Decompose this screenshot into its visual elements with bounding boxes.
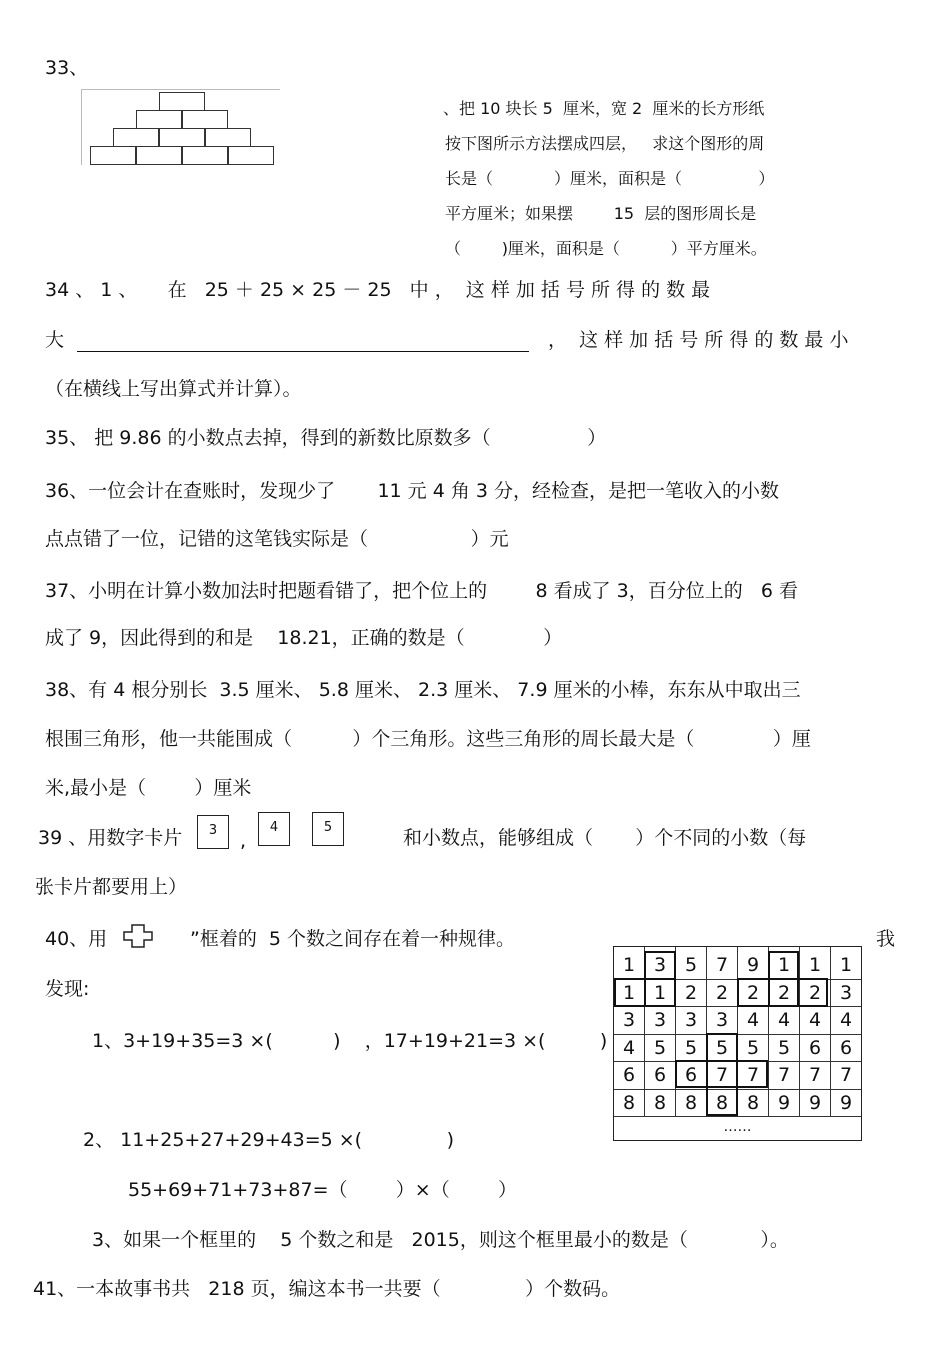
grid-cell: 8 (653, 1091, 667, 1114)
grid-cell: 2 (684, 981, 698, 1004)
grid-cell: 1 (653, 981, 667, 1004)
grid-cell: 8 (715, 1091, 729, 1114)
grid-cell: 4 (622, 1036, 636, 1059)
q34-line: ， 这 样 加 括 号 所 得 的 数 最 小 (548, 329, 849, 351)
grid-line (830, 947, 831, 1117)
cross-frame (614, 978, 676, 1007)
grid-cell: 3 (684, 1009, 698, 1031)
q37-line: 成了 9，因此得到的和是 18.21，正确的数是（ ） (45, 627, 563, 649)
grid-line (614, 1116, 861, 1117)
grid-cell: 9 (746, 954, 760, 976)
grid-cell: 5 (746, 1036, 760, 1059)
cross-frame-icon (120, 923, 156, 949)
grid-cell: 2 (746, 981, 760, 1004)
grid-cell: 4 (777, 1009, 791, 1031)
grid-cell: 2 (777, 981, 791, 1004)
q34-line: 34 、 1 、 在 25 ＋ 25 × 25 － 25 中 ， 这 样 加 括 号 所 得 的 数 最 (45, 279, 711, 301)
q37-line: 37、小明在计算小数加法时把题看错了，把个位上的 8 看成了 3，百分位上的 6 看 (45, 580, 798, 602)
grid-cell: 8 (746, 1091, 760, 1114)
grid-cell: 6 (653, 1064, 667, 1086)
grid-cell: 9 (839, 1091, 853, 1114)
grid-cell: 4 (808, 1009, 822, 1031)
grid-cell: 2 (808, 981, 822, 1004)
grid-cell: 3 (653, 1009, 667, 1031)
grid-cell: 9 (777, 1091, 791, 1114)
q33-line: 、把 10 块长 5 厘米，宽 2 厘米的长方形纸 (443, 99, 765, 118)
q34-line: （在横线上写出算式并计算）。 (45, 378, 302, 400)
q40-sub: 3、如果一个框里的 5 个数之和是 2015，则这个框里最小的数是（ ）。 (92, 1229, 789, 1251)
q34-line: 大 (45, 329, 65, 351)
q36-line: 36、一位会计在查账时，发现少了 11 元 4 角 3 分，经检查，是把一笔收入的小数 (45, 480, 780, 502)
grid-cell: 7 (746, 1064, 760, 1086)
grid-cell: 6 (808, 1036, 822, 1059)
grid-cell: 5 (684, 1036, 698, 1059)
grid-cell: 4 (746, 1009, 760, 1031)
grid-cell: 2 (715, 981, 729, 1004)
q33-line: 按下图所示方法摆成四层， 求这个图形的周 (445, 134, 765, 153)
cross-frame (706, 1033, 738, 1116)
q33-line: 长是（ ）厘米，面积是（ ） (445, 169, 775, 188)
grid-cell: 3 (622, 1009, 636, 1031)
grid-cell: 8 (622, 1091, 636, 1114)
grid-cell: 4 (839, 1009, 853, 1031)
q33-line: 平方厘米；如果摆 15 层的图形周长是 (445, 204, 757, 223)
q39-prefix: 39 、用数字卡片 (38, 827, 183, 849)
grid-cell: 7 (715, 954, 729, 976)
grid-cell: 1 (622, 981, 636, 1004)
grid-line (799, 947, 800, 1117)
grid-cell: 6 (622, 1064, 636, 1086)
grid-cell: 6 (684, 1064, 698, 1086)
q41: 41、一本故事书共 218 页，编这本书一共要（ ）个数码。 (33, 1278, 621, 1300)
q40-sub: 55+69+71+73+87=（ ）×（ ） (128, 1179, 518, 1201)
grid-cell: 5 (653, 1036, 667, 1059)
q36-line: 点点错了一位，记错的这笔钱实际是（ ）元 (45, 528, 509, 550)
brick-figure (81, 89, 281, 167)
q40-line: 发现: (45, 978, 90, 1000)
q39-line2: 张卡片都要用上） (35, 876, 188, 898)
answer-line[interactable] (77, 351, 529, 352)
q35: 35、 把 9.86 的小数点去掉，得到的新数比原数多（ ） (45, 427, 607, 449)
q38-line: 米,最小是（ ）厘米 (45, 777, 252, 799)
digit-card: 3 (197, 815, 229, 849)
cross-frame (768, 951, 799, 1007)
grid-cell: 1 (839, 954, 853, 976)
q39-comma: , (240, 830, 247, 852)
grid-cell: 5 (715, 1036, 729, 1059)
grid-cell: 5 (684, 954, 698, 976)
q40-sub: 2、 11+25+27+29+43=5 ×( ) (83, 1129, 455, 1151)
digit-card: 5 (312, 812, 344, 846)
q39-suffix: 和小数点，能够组成（ ）个不同的小数（每 (403, 827, 807, 849)
grid-cell: 5 (777, 1036, 791, 1059)
grid-cell: 3 (839, 981, 853, 1004)
grid-cell: 1 (808, 954, 822, 976)
q38-line: 38、有 4 根分别长 3.5 厘米、 5.8 厘米、 2.3 厘米、 7.9 厘米的小棒，东东从中取出三 (45, 679, 801, 701)
grid-ellipsis: …… (723, 1119, 752, 1135)
q40-sub: 1、3+19+35=3 ×( ) ，17+19+21=3 ×( ) (92, 1030, 608, 1052)
q38-line: 根围三角形，他一共能围成（ ）个三角形。这些三角形的周长最大是（ ）厘 (45, 728, 811, 750)
grid-cell: 1 (777, 954, 791, 976)
grid-cell: 3 (715, 1009, 729, 1031)
grid-cell: 7 (715, 1064, 729, 1086)
q33-number: 33、 (45, 57, 89, 79)
grid-cell: 6 (839, 1036, 853, 1059)
grid-cell: 9 (808, 1091, 822, 1114)
q40-line: 我 (876, 928, 896, 950)
q33-line: （ )厘米，面积是（ ）平方厘米。 (445, 239, 767, 258)
digit-card: 4 (258, 812, 290, 846)
grid-cell: 8 (684, 1091, 698, 1114)
grid-cell: 7 (777, 1064, 791, 1086)
grid-cell: 3 (653, 954, 667, 976)
grid-cell: 7 (839, 1064, 853, 1086)
q40-line: ”框着的 5 个数之间存在着一种规律。 (190, 928, 516, 950)
q40-line: 40、用 (45, 928, 108, 950)
grid-cell: 7 (808, 1064, 822, 1086)
grid-cell: 1 (622, 954, 636, 976)
number-grid (613, 946, 862, 1141)
